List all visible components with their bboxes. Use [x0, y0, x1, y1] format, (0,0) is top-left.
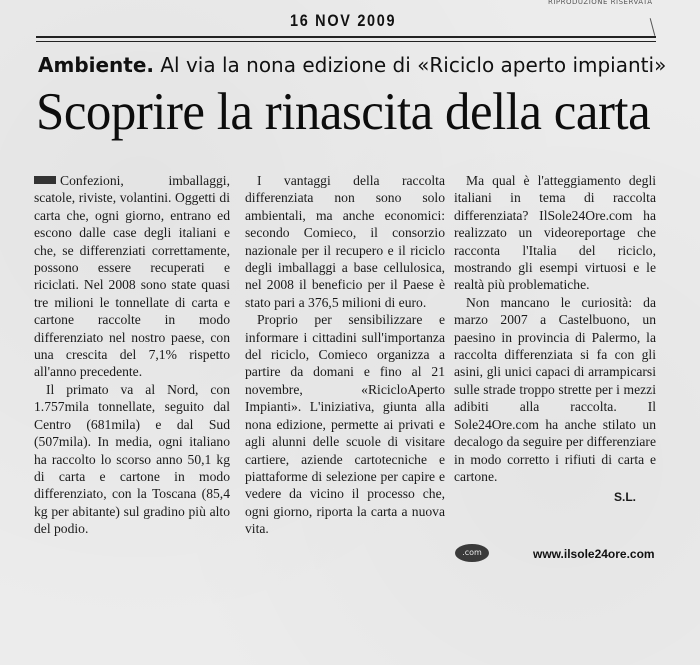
scan-mark	[650, 18, 656, 36]
paragraph: Proprio per sensibilizzare e informare i cittadini sull'importanza del riciclo, Comieco organizza a partire da domani e fino al 21 novembre, «RicicloAperto Impianti». L'iniziativa, giunta alla nona edizione, permette ai privati e agli alunni delle scuole di visitare cartiere, aziende cartotecniche e piattaforme di selezione per capire e vedere da vicino il processo che, ogni giorno, riporta la carta a nuova vita.	[245, 312, 445, 537]
paragraph: Il primato va al Nord, con 1.757mila tonnellate, seguito dal Centro (681mila) e dal Sud (507mila). In media, ogni italiano ha raccolto lo scorso anno 50,1 kg di carta e cartone in modo differenziato, con la Toscana (85,4 kg per abitante) sul gradino più alto del podio.	[34, 381, 230, 537]
footer	[455, 544, 655, 566]
section-kicker: Ambiente.	[38, 53, 155, 77]
paragraph: Ma qual è l'atteggiamento degli italiani in tema di raccolta differenziata? IlSole24Ore.com ha realizzato un videoreportage che racconta l'Italia del riciclo, mostrando gli esempi virtuosi e le realtà più problematiche.	[454, 173, 656, 293]
date-stamp: 16 NOV 2009	[290, 11, 397, 30]
article-column-2	[245, 172, 445, 538]
author-signature: S.L.	[613, 490, 636, 505]
paragraph: I vantaggi della raccolta differenziata non sono solo ambientali, ma anche economici: secondo Comieco, il consorzio nazionale per il recupero e il riciclo degli imballaggi a base cellulosica, nel 2008 il beneficio per il Paese è stato pari a 376,5 milioni di euro.	[245, 173, 445, 310]
article-column-3	[454, 172, 656, 507]
subtitle-text: Al via la nona edizione di «Riciclo aperto impianti»	[160, 53, 667, 77]
lead-block-mark	[34, 176, 56, 184]
article-subtitle	[38, 53, 666, 77]
paragraph-text: Confezioni, imballaggi, scatole, riviste, volantini. Oggetti di carta che, ogni giorno, entrano ed escono dalle case degli italiani e che, se differenziati correttamente, possono essere recuperati e riciclati. Nel 2008 sono state quasi tre milioni le tonnellate di carta e cartone raccolte in modo differenziato nel nostro paese, con una crescita del 7,1% rispetto all'anno precedente.	[34, 173, 230, 380]
paragraph: Non mancano le curiosità: da marzo 2007 a Castelbuono, un paesino in provincia di Palermo, la raccolta differenziata si fa con gli asini, gli unici capaci di arrampicarsi sulle strade troppo strette per i mezzi adibiti alla raccolta. Il Sole24Ore.com ha anche stilato un decalogo da seguire per differenziare in modo corretto i rifiuti di carta e cartone.	[454, 294, 656, 484]
website-url: www.ilsole24ore.com	[533, 547, 655, 561]
copyright-notice: RIPRODUZIONE RISERVATA	[548, 0, 653, 6]
top-rule-thin	[36, 41, 656, 42]
article-headline: Scoprire la rinascita della carta	[36, 83, 651, 141]
dotcom-logo: .com	[455, 544, 489, 562]
paragraph	[34, 172, 230, 381]
top-rule	[36, 36, 656, 38]
article-column-1	[34, 172, 230, 538]
